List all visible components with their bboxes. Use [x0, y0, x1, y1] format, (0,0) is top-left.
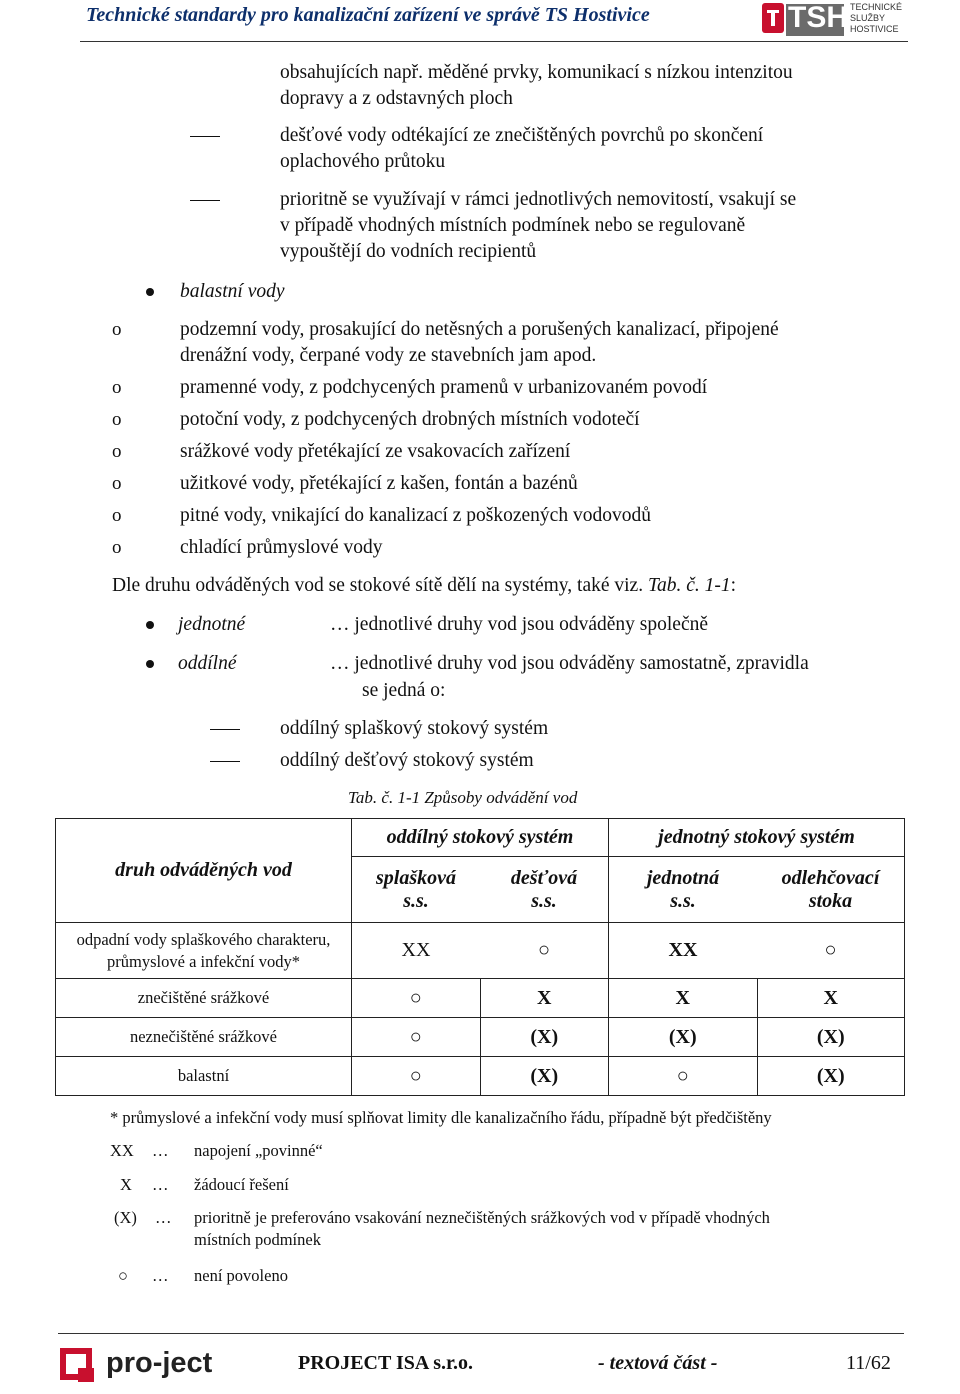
row-label: balastní: [56, 1057, 352, 1096]
table-row: [56, 979, 905, 1018]
table-header-druh: druh odváděných vod: [56, 819, 352, 923]
list-item: srážkové vody přetékající ze vsakovacích zařízení: [180, 441, 571, 462]
table-cell: (X): [757, 1018, 905, 1057]
table-group-oddilny: oddílný stokový systém: [352, 819, 609, 857]
legend-ellipsis: …: [152, 1266, 169, 1285]
footer-company: PROJECT ISA s.r.o.: [298, 1352, 474, 1374]
table-reference: Tab. č. 1-1: [647, 575, 731, 596]
table-row: [56, 1018, 905, 1057]
row-label: neznečištěné srážkové: [56, 1018, 352, 1057]
row-label-line: odpadní vody splaškového charakteru,: [76, 929, 331, 949]
table-cell: X: [480, 979, 609, 1018]
header-line: splašková: [376, 866, 456, 889]
text-line: dopravy a z odstavných ploch: [280, 88, 513, 109]
dash-marker: [210, 761, 240, 762]
sub-item: oddílný dešťový stokový systém: [280, 750, 534, 771]
table-header-col: [757, 857, 905, 923]
project-logo-text: pro-ject: [106, 1347, 213, 1379]
table-cell: ○: [480, 923, 609, 979]
tsh-logo-sub3: HOSTIVICE: [850, 24, 899, 34]
table-cell: (X): [609, 1018, 758, 1057]
sub-item: oddílný splaškový stokový systém: [280, 718, 549, 739]
circle-marker: o: [112, 473, 122, 494]
paragraph-text: Dle druhu odváděných vod se stokové sítě dělí na systémy, také viz.: [112, 575, 648, 596]
legend-value: místních podmínek: [194, 1230, 321, 1249]
table-cell: X: [609, 979, 758, 1018]
table-row: [56, 1057, 905, 1096]
legend-value: napojení „povinné“: [194, 1141, 323, 1160]
list-item: užitkové vody, přetékající z kašen, fontán a bazénů: [180, 473, 578, 494]
list-item: pramenné vody, z podchycených pramenů v urbanizovaném povodí: [180, 377, 708, 398]
legend-ellipsis: …: [155, 1208, 172, 1227]
table-group-jednotny: jednotný stokový systém: [609, 819, 905, 857]
header-title: Technické standardy pro kanalizační zařízení ve správě TS Hostivice: [86, 4, 650, 26]
system-jednotne: jednotné: [178, 614, 246, 635]
system-oddilne: oddílné: [178, 653, 237, 674]
dash-marker: [190, 200, 220, 201]
header-line: dešťová: [510, 866, 578, 889]
text-line: dešťové vody odtékající ze znečištěných povrchů po skončení: [280, 125, 764, 146]
row-label: znečištěné srážkové: [56, 979, 352, 1018]
table-cell: XX: [609, 923, 758, 979]
row-label-line: průmyslové a infekční vody*: [107, 951, 300, 971]
paragraph-dle: [112, 573, 736, 599]
legend-ellipsis: …: [152, 1141, 169, 1160]
header-line: jednotná: [646, 866, 720, 889]
table-cell: (X): [480, 1018, 609, 1057]
legend-ellipsis: …: [152, 1175, 169, 1194]
header-line: odlehčovací: [781, 866, 880, 889]
legend-value: žádoucí řešení: [194, 1175, 289, 1194]
list-item: pitné vody, vnikající do kanalizací z poškozených vodovodů: [180, 505, 651, 526]
dash-marker: [190, 136, 220, 137]
table-caption: Tab. č. 1-1 Způsoby odvádění vod: [348, 788, 578, 807]
project-logo: [60, 1346, 270, 1386]
tsh-logo-sub1: TECHNICKÉ: [850, 2, 903, 12]
system-oddilne-desc: se jedná o:: [362, 680, 446, 701]
circle-marker: o: [112, 319, 122, 340]
paragraph-colon: :: [730, 575, 737, 596]
circle-marker: o: [112, 505, 122, 526]
system-jednotne-desc: … jednotlivé druhy vod jsou odváděny společně: [330, 614, 709, 635]
list-item: potoční vody, z podchycených drobných místních vodotečí: [180, 409, 640, 430]
table-cell: X: [757, 979, 905, 1018]
footer-page-number: 11/62: [846, 1352, 891, 1374]
table-cell: ○: [352, 1018, 481, 1057]
list-item: drenážní vody, čerpané vody ze stavebních jam apod.: [180, 345, 597, 366]
header-line: s.s.: [403, 889, 429, 912]
bullet-marker: [146, 660, 154, 668]
footer-part: - textová část -: [598, 1352, 718, 1374]
legend-key: XX: [110, 1141, 134, 1160]
legend-key: (X): [114, 1208, 137, 1227]
table-cell: (X): [480, 1057, 609, 1096]
table-header-col: [609, 857, 758, 923]
list-item: podzemní vody, prosakující do netěsných a porušených kanalizací, připojené: [180, 319, 779, 340]
legend-value: prioritně je preferováno vsakování neznečištěných srážkových vod v případě vhodných: [194, 1208, 770, 1227]
table-cell: (X): [757, 1057, 905, 1096]
system-oddilne-desc: … jednotlivé druhy vod jsou odváděny samostatně, zpravidla: [330, 653, 809, 674]
legend-value: není povoleno: [194, 1266, 288, 1285]
table-cell: XX: [352, 923, 481, 979]
table-cell: ○: [757, 923, 905, 979]
bullet-marker: [146, 621, 154, 629]
table-header-col: [352, 857, 481, 923]
header-line: stoka: [808, 889, 853, 912]
table-cell: ○: [352, 1057, 481, 1096]
legend-key: X: [120, 1175, 132, 1194]
circle-marker: o: [112, 377, 122, 398]
dash-marker: [210, 729, 240, 730]
bullet-marker: [146, 288, 154, 296]
circle-marker: o: [112, 537, 122, 558]
text-line: oplachového průtoku: [280, 151, 446, 172]
table-cell: ○: [352, 979, 481, 1018]
table-row: [56, 923, 905, 979]
table-header-col: [480, 857, 609, 923]
circle-marker: o: [112, 441, 122, 462]
text-line: v případě vhodných místních podmínek nebo se regulovaně: [280, 215, 746, 236]
row-label: [56, 923, 352, 979]
header-rule: [80, 41, 908, 42]
table-cell: ○: [609, 1057, 758, 1096]
tsh-logo: [760, 0, 906, 40]
circle-marker: o: [112, 409, 122, 430]
table-note: * průmyslové a infekční vody musí splňovat limity dle kanalizačního řádu, případně být předčištěny: [110, 1108, 772, 1127]
header-line: s.s.: [531, 889, 557, 912]
tsh-logo-sub2: SLUŽBY: [850, 13, 886, 23]
tsh-logo-text: TSH: [788, 1, 848, 34]
drainage-table: [55, 818, 905, 1096]
text-line: obsahujících např. měděné prvky, komunikací s nízkou intenzitou: [280, 62, 793, 83]
footer-rule: [58, 1333, 904, 1334]
text-line: vypouštějí do vodních recipientů: [280, 241, 537, 262]
legend-key: ○: [118, 1266, 128, 1285]
list-item: chladící průmyslové vody: [180, 537, 383, 558]
text-line: prioritně se využívají v rámci jednotlivých nemovitostí, vsakují se: [280, 189, 797, 210]
list-heading-balastni: balastní vody: [180, 281, 285, 302]
header-line: s.s.: [670, 889, 696, 912]
